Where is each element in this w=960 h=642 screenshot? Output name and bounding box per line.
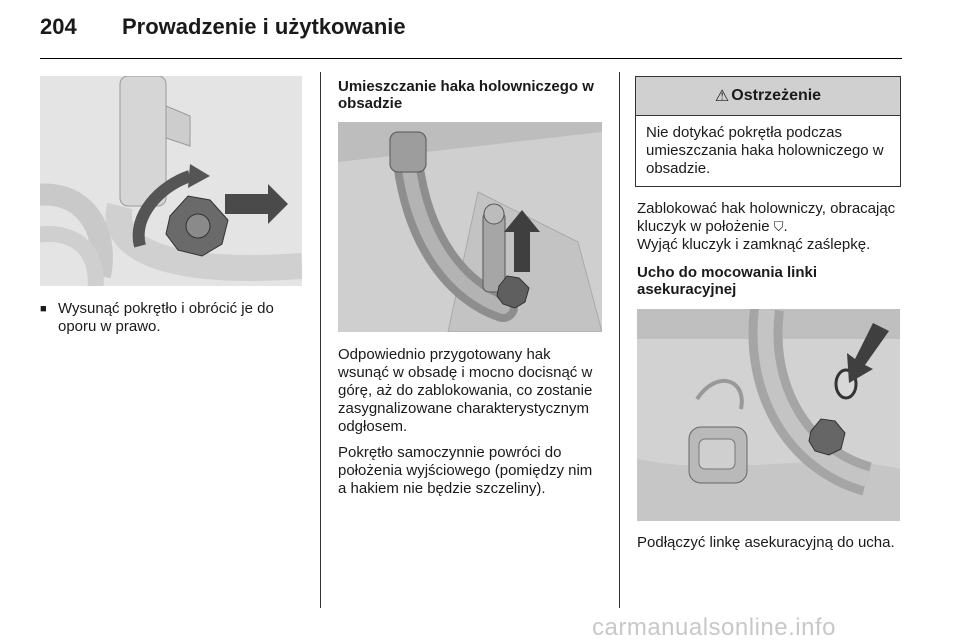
paragraph-attach-cable: Podłączyć linkę asekuracyjną do ucha.: [637, 534, 895, 551]
watermark: carmanualsonline.info: [592, 614, 836, 641]
figure-knob-pull: [40, 76, 302, 286]
page-number: 204: [40, 14, 77, 39]
warning-icon: ⚠: [714, 88, 730, 105]
instruction-bullet: [40, 300, 302, 336]
bullet-text: Wysunąć pokrętło i obrócić je do oporu w prawo.: [58, 300, 274, 335]
bullet-marker: ■: [40, 303, 47, 315]
page-header: [40, 14, 920, 44]
hook-insert-illustration: [338, 122, 602, 332]
header-rule: [40, 58, 902, 59]
warning-text: Nie dotykać pokrętła podczas umieszczania haka holowniczego w obsadzie.: [646, 124, 884, 177]
column-divider-1: [320, 72, 321, 608]
warning-header: [636, 77, 900, 116]
figure-safety-eye: [637, 309, 900, 521]
warning-box: [635, 76, 901, 187]
column-divider-2: [619, 72, 620, 608]
page-title: Prowadzenie i użytkowanie: [122, 14, 406, 39]
paragraph-knob-return: Pokrętło samoczynnie powróci do położenia wyjściowego (pomiędzy nim a hakiem nie będzie szczeliny).: [338, 444, 593, 497]
paragraph-remove-key: Wyjąć kluczyk i zamknąć zaślepkę.: [637, 236, 871, 253]
safety-eye-illustration: [637, 309, 900, 521]
knob-pull-illustration: [40, 76, 302, 286]
section-heading-safety-eye: Ucho do mocowania linki asekuracyjnej: [637, 264, 818, 298]
lock-text: Zablokować hak holowniczy, obracając kluczyk w położenie: [637, 200, 896, 235]
figure-hook-insert: [338, 122, 602, 332]
paragraph-lock-hook: [637, 200, 903, 254]
warning-title: Ostrzeżenie: [731, 87, 822, 104]
section-heading-hook-insert: Umieszczanie haka holowniczego w obsadzie: [338, 78, 594, 112]
paragraph-insert-hook: Odpowiednio przygotowany hak wsunąć w obsadę i mocno docisnąć w górę, aż do zablokowania, co zostanie zasygnalizowane charakterystycznym odgłosem.: [338, 346, 593, 435]
lock-text-end: .: [783, 218, 788, 235]
lock-icon: ⛉: [773, 219, 784, 234]
